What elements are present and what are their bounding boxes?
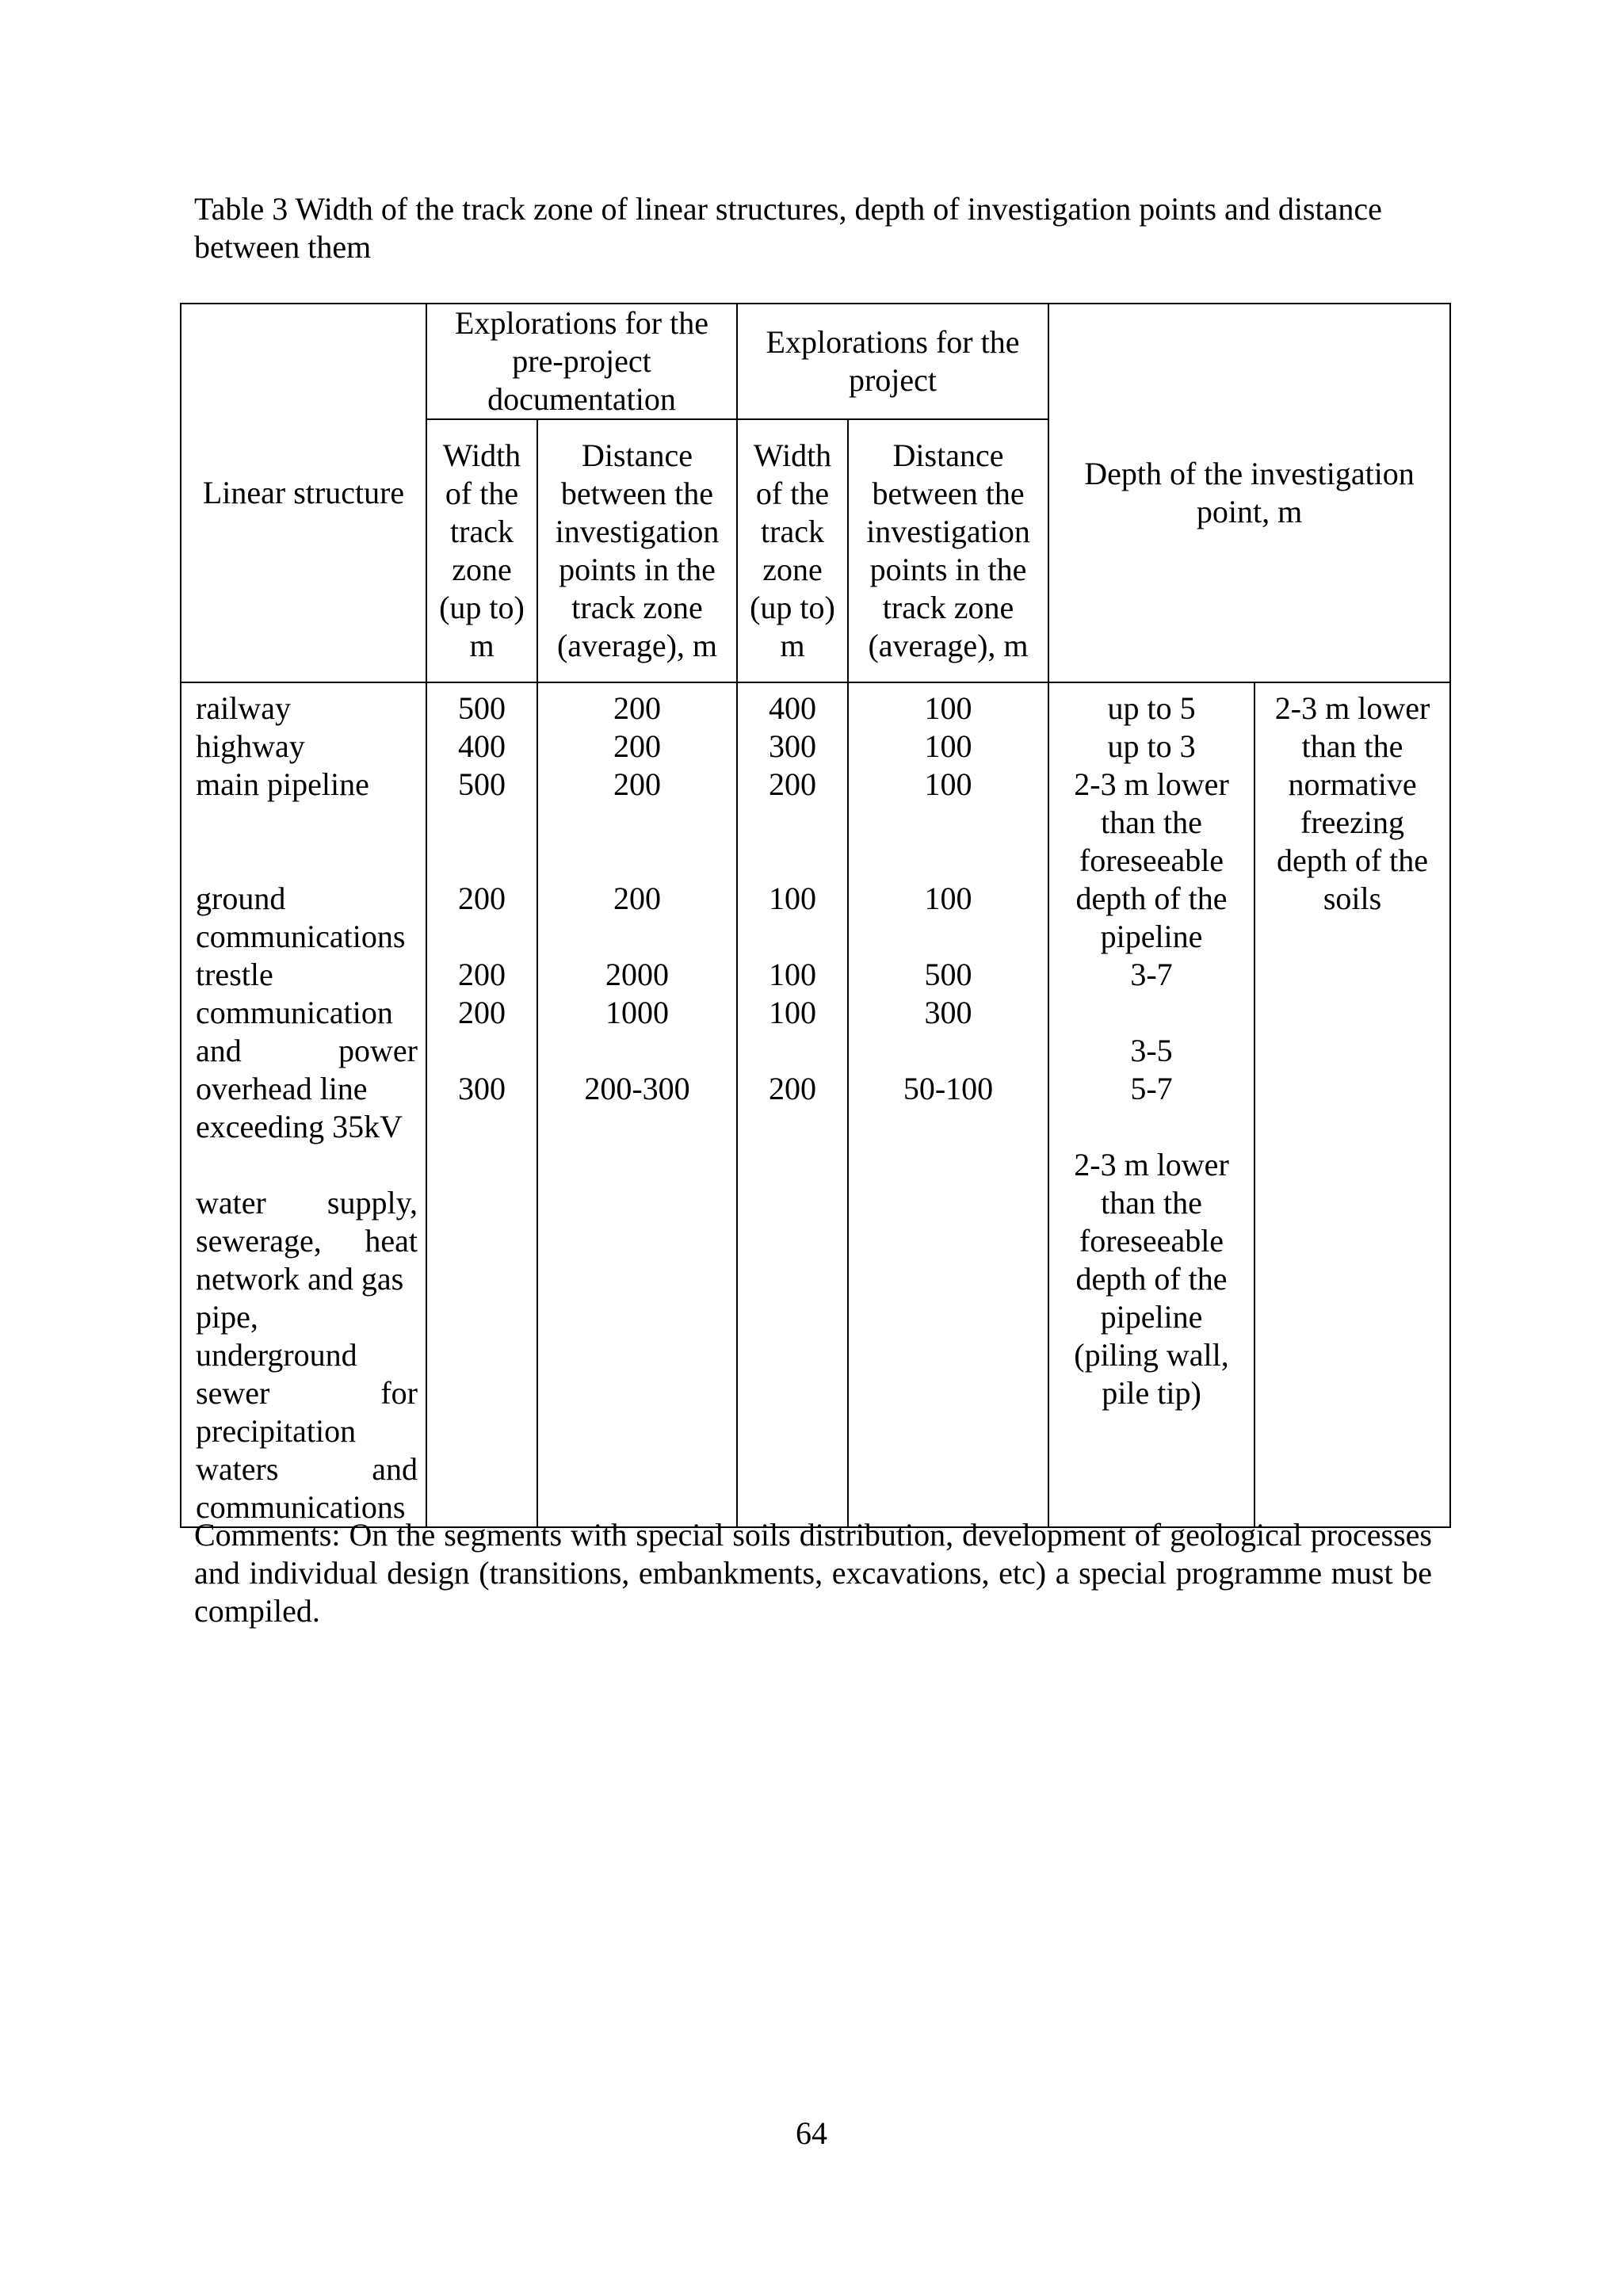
value-cell: 200 — [769, 766, 816, 802]
value-cell: 100 — [924, 881, 972, 916]
depth-line: depth of the — [1075, 881, 1228, 916]
value-cell: 100 — [924, 728, 972, 764]
value-cell: 200 — [458, 995, 506, 1030]
value-cell: 100 — [769, 881, 816, 916]
depth-line: pile tip) — [1102, 1375, 1201, 1411]
value-cell: 400 — [769, 690, 816, 726]
depth-line: pipeline — [1100, 1299, 1203, 1335]
depth-line — [1049, 1108, 1254, 1146]
value-cell — [738, 804, 847, 842]
structure-line: railway — [196, 690, 291, 726]
structure-line — [196, 1146, 418, 1184]
depth-line: normative — [1288, 766, 1417, 802]
depth-column-a — [1048, 682, 1254, 1527]
value-cell — [538, 918, 736, 956]
value-cell: 500 — [924, 957, 972, 992]
depth-line: 3-5 — [1130, 1033, 1173, 1068]
structure-line: and power — [196, 1033, 418, 1068]
value-cell — [427, 842, 537, 880]
structure-line — [196, 842, 418, 880]
structure-line: communications — [196, 919, 406, 954]
value-cell: 100 — [924, 690, 972, 726]
depth-line — [1049, 994, 1254, 1032]
header-preproject-explorations: Explorations for the pre-project documentation — [426, 304, 737, 419]
depth-line: depth of the — [1276, 842, 1429, 878]
header-preproject-distance: Distance between the investigation points in the track zone (average), m — [537, 419, 737, 682]
value-cell — [427, 804, 537, 842]
structure-line: main pipeline — [196, 766, 369, 802]
depth-line: depth of the — [1075, 1261, 1228, 1297]
value-cell: 100 — [769, 957, 816, 992]
preproject-distance-column — [537, 682, 737, 1527]
value-cell: 200 — [769, 1071, 816, 1106]
value-cell — [849, 1032, 1048, 1070]
structure-line: trestle — [196, 957, 273, 992]
value-cell: 100 — [769, 995, 816, 1030]
header-depth: Depth of the investigation point, m — [1048, 304, 1450, 682]
value-cell: 500 — [458, 766, 506, 802]
value-cell — [538, 804, 736, 842]
header-project-explorations: Explorations for the project — [737, 304, 1048, 419]
header-linear-structure: Linear structure — [181, 304, 426, 682]
value-cell — [738, 842, 847, 880]
value-cell: 200 — [613, 766, 661, 802]
value-cell — [427, 918, 537, 956]
structure-line: ground — [196, 881, 286, 916]
value-cell: 50-100 — [903, 1071, 994, 1106]
depth-line: 2-3 m lower — [1074, 766, 1229, 802]
value-cell — [538, 842, 736, 880]
value-cell — [849, 842, 1048, 880]
table-comments: Comments: On the segments with special soils distribution, development of geological processes and individual design (transitions, embankments, excavations, etc) a special programme must be compiled. — [194, 1517, 1432, 1629]
depth-column-b — [1254, 682, 1450, 1527]
depth-line: than the — [1101, 1185, 1202, 1221]
project-distance-column — [848, 682, 1048, 1527]
depth-line: (piling wall, — [1074, 1337, 1229, 1373]
value-cell: 100 — [924, 766, 972, 802]
structures-column — [181, 682, 426, 1527]
value-cell: 2000 — [605, 957, 669, 992]
value-cell: 200 — [613, 881, 661, 916]
structure-line: exceeding 35kV — [196, 1109, 403, 1144]
depth-line: 5-7 — [1130, 1071, 1173, 1106]
value-cell — [738, 918, 847, 956]
structure-line: water supply, — [196, 1185, 418, 1221]
structure-line: communication — [196, 995, 393, 1030]
structure-line: highway — [196, 728, 305, 764]
structure-line: sewer for — [196, 1375, 418, 1411]
value-cell: 300 — [924, 995, 972, 1030]
page-number: 64 — [796, 2115, 827, 2151]
value-cell — [849, 804, 1048, 842]
depth-line: up to 3 — [1107, 728, 1196, 764]
value-cell: 300 — [769, 728, 816, 764]
structure-line: communications — [196, 1489, 406, 1525]
header-project-distance: Distance between the investigation points in the track zone (average), m — [848, 419, 1048, 682]
value-cell: 200-300 — [584, 1071, 690, 1106]
depth-line: foreseeable — [1079, 1223, 1224, 1259]
structure-line — [196, 804, 418, 842]
value-cell: 500 — [458, 690, 506, 726]
value-cell: 200 — [613, 728, 661, 764]
structure-line: underground — [196, 1337, 357, 1373]
depth-line: pipeline — [1100, 919, 1203, 954]
value-cell — [849, 918, 1048, 956]
value-cell — [738, 1032, 847, 1070]
structure-line: sewerage, heat — [196, 1223, 418, 1259]
value-cell: 200 — [458, 881, 506, 916]
investigation-table — [180, 303, 1451, 1528]
value-cell — [427, 1032, 537, 1070]
depth-line: 3-7 — [1130, 957, 1173, 992]
depth-line: than the — [1301, 728, 1403, 764]
value-cell: 200 — [613, 690, 661, 726]
structure-line: precipitation — [196, 1413, 357, 1449]
structure-line: pipe, — [196, 1299, 258, 1335]
depth-line: 2-3 m lower — [1274, 690, 1430, 726]
depth-line: up to 5 — [1107, 690, 1196, 726]
value-cell — [538, 1032, 736, 1070]
depth-line: freezing — [1300, 804, 1405, 840]
value-cell: 1000 — [605, 995, 669, 1030]
depth-line: 2-3 m lower — [1074, 1147, 1229, 1182]
value-cell: 300 — [458, 1071, 506, 1106]
header-preproject-width: Width of the track zone (up to) m — [426, 419, 537, 682]
header-project-width: Width of the track zone (up to) m — [737, 419, 848, 682]
depth-line: foreseeable — [1079, 842, 1224, 878]
project-width-column — [737, 682, 848, 1527]
structure-line: waters and — [196, 1451, 418, 1487]
depth-line: than the — [1101, 804, 1202, 840]
structure-line: network and gas — [196, 1261, 404, 1297]
structure-line: overhead line — [196, 1071, 368, 1106]
value-cell: 400 — [458, 728, 506, 764]
depth-line: soils — [1323, 881, 1382, 916]
table-caption: Table 3 Width of the track zone of linear structures, depth of investigation points and distance between them — [194, 191, 1382, 265]
preproject-width-column — [426, 682, 537, 1527]
value-cell: 200 — [458, 957, 506, 992]
